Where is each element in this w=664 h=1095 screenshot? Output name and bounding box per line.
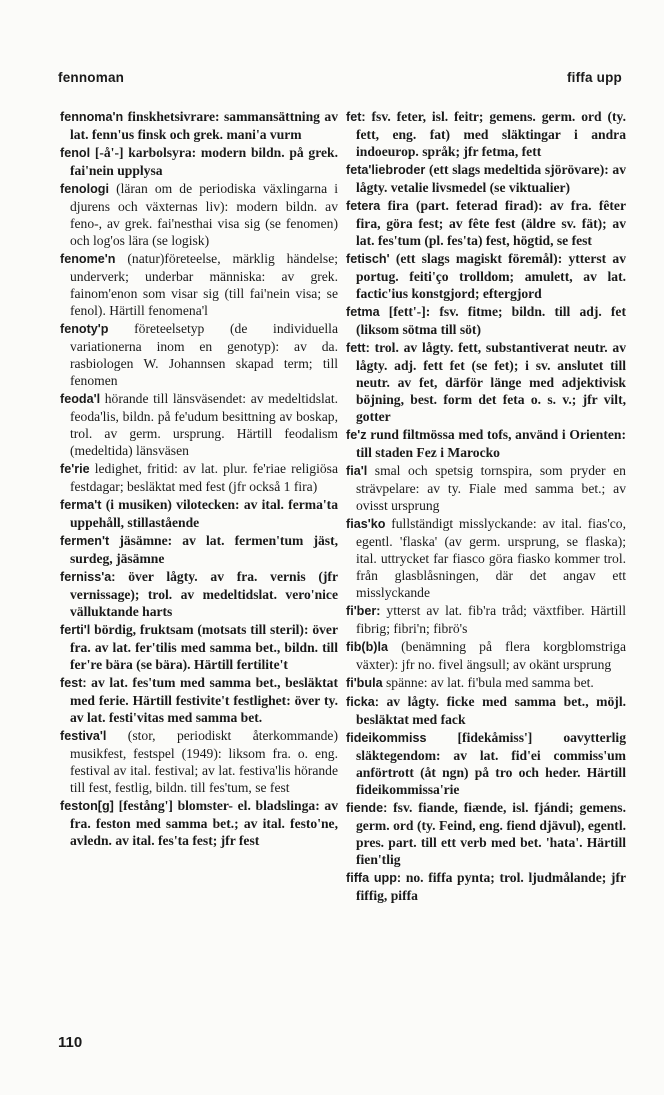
entry-headword: fermen't bbox=[60, 534, 110, 548]
entry-headword: fenome'n bbox=[60, 252, 116, 266]
entry-definition: över lågty. av fra. vernis (jfr vernissage); trol. av medeltidslat. vero'nice välluktande harts bbox=[70, 569, 338, 619]
dictionary-entry bbox=[346, 869, 626, 904]
entry-headword: fi'bula bbox=[346, 676, 383, 690]
entry-definition: smal och spetsig tornspira, som pryder en strävpelare: av ty. Fiale med samma bet.; av ovisst ursprung bbox=[356, 463, 626, 513]
dictionary-entry bbox=[346, 303, 626, 338]
entry-headword: ferti'l bbox=[60, 623, 91, 637]
entry-definition: [fett'-]: fsv. fitme; bildn. till adj. fet (liksom sötma till söt) bbox=[356, 304, 626, 337]
entry-definition: (i musiken) vilotecken: av ital. ferma'ta uppehåll, stillastående bbox=[70, 497, 338, 530]
entry-definition: (läran om de periodiska växlingarna i djurens och växternas liv): modern bildn. av feno-, av grek. fai'nesthai visa sig (se fenomen) och log'os lära (se logisk) bbox=[70, 181, 338, 248]
page-number: 110 bbox=[58, 1034, 83, 1051]
dictionary-entry bbox=[346, 426, 626, 461]
entry-definition: ytterst av lat. fib'ra tråd; växtfiber. Härtill fibrig; fibri'n; fibrö's bbox=[356, 603, 626, 636]
dictionary-entry bbox=[346, 693, 626, 728]
dictionary-entry bbox=[60, 532, 338, 567]
dictionary-entry bbox=[346, 161, 626, 196]
entry-headword: fias'ko bbox=[346, 517, 386, 531]
entry-headword: fetera bbox=[346, 199, 381, 213]
entry-headword: fennoma'n bbox=[60, 110, 124, 124]
entry-headword: feta'liebroder bbox=[346, 163, 426, 177]
entry-definition: rund filtmössa med tofs, använd i Orienten: till staden Fez i Marocko bbox=[356, 427, 627, 460]
entry-definition: [fidekåmiss'] oavytterlig släktegendom: av lat. fid'ei commiss'um anförtrott (åt ngn) på tro och heder. Härtill fideikommissa'rie bbox=[356, 730, 626, 797]
entry-definition: fsv. fiande, fiænde, isl. fjándi; gemens. germ. ord (ty. Feind, eng. fiend djävul), egentl. pres. part. till ett verb med bet. 'hata'. Härtill fien'tlig bbox=[356, 800, 626, 867]
running-header bbox=[58, 70, 622, 86]
entry-headword: feoda'l bbox=[60, 392, 101, 406]
entry-definition: hörande till länsväsendet: av medeltidslat. feoda'lis, bildn. på fe'udum besittning av boskap, trol. av germ. ursprung. Härtill feodalism (medeltida) länsväsen bbox=[70, 391, 338, 458]
entry-headword: fett: bbox=[346, 341, 370, 355]
dictionary-entry bbox=[60, 390, 338, 459]
entry-definition: (ett slags medeltida sjörövare): av lågty. vetalie livsmedel (se viktualier) bbox=[356, 162, 626, 195]
entry-definition: bördig, fruktsam (motsats till steril): över fra. av lat. fer'tilis med samma bet., bildn. till fer're bära (se bära). Härtill fertilite't bbox=[70, 622, 338, 672]
entry-definition: av lat. fes'tum med samma bet., besläktat med ferie. Härtill festivite't festlighet: över ty. av lat. festi'vitas med samma bet. bbox=[70, 675, 338, 725]
entry-headword: ferniss'a: bbox=[60, 570, 116, 584]
dictionary-entry bbox=[60, 568, 338, 620]
entry-definition: fullständigt misslyckande: av ital. fias'co, egentl. 'flaska' (av germ. ursprung, se flaska); ital. uttrycket far fiasco göra fiasko kommer trol. från glasblåsningen, där det angav ett misslyckande bbox=[356, 516, 627, 600]
entry-headword: feston[g] bbox=[60, 799, 114, 813]
dictionary-entry bbox=[60, 108, 338, 143]
dictionary-entry bbox=[60, 144, 338, 179]
entry-headword: fib(b)la bbox=[346, 640, 388, 654]
entry-definition: (stor, periodiskt återkommande) musikfest, festspel (1949): liksom fra. o. eng. festival av ital. festival; av lat. festiva'lis hörande till fest, festlig, bildn. till fes'tum, se fest bbox=[70, 728, 338, 795]
dictionary-entry bbox=[60, 674, 338, 726]
entry-headword: fe'z bbox=[346, 428, 367, 442]
dictionary-entry bbox=[60, 180, 338, 249]
entry-definition: (ett slags magiskt föremål): ytterst av portug. feiti'ço trolldom; amulett, av lat. factic'ius konstgjord; eftergjord bbox=[356, 251, 626, 301]
dictionary-entry bbox=[346, 197, 626, 249]
dictionary-entry bbox=[346, 638, 626, 673]
entry-definition: fsv. feter, isl. feitr; gemens. germ. ord (ty. fett, eng. fat) med släktingar i andra indoeurop. språk; jfr fetma, fett bbox=[356, 109, 626, 159]
entry-headword: fe'rie bbox=[60, 462, 90, 476]
entry-definition: (benämning på flera korgblomstriga växter): jfr no. fivel ängsull; av okänt ursprung bbox=[356, 639, 626, 672]
entry-headword: fideikommiss bbox=[346, 731, 427, 745]
entry-headword: fenologi bbox=[60, 182, 109, 196]
dictionary-entry bbox=[60, 797, 338, 849]
entry-definition: spänne: av lat. fi'bula med samma bet. bbox=[385, 675, 594, 690]
entry-headword: festiva'l bbox=[60, 729, 107, 743]
dictionary-entry bbox=[346, 674, 626, 692]
entry-definition: fira (part. feterad firad): av fra. fêter fira, göra fest; av fête fest (äldre sv. fät); av lat. fes'tum (pl. fes'ta) fest, högtid, se fest bbox=[356, 198, 626, 248]
right-column bbox=[346, 108, 626, 905]
entry-definition: [festång'] blomster- el. bladslinga: av fra. feston med samma bet.; av ital. festo'ne, avledn. av ital. fes'ta fest; jfr fest bbox=[70, 798, 339, 848]
dictionary-entry bbox=[346, 515, 626, 601]
entry-headword: ferma't bbox=[60, 498, 102, 512]
entry-definition: finskhetsivrare: sammansättning av lat. fenn'us finsk och grek. mani'a vurm bbox=[70, 109, 338, 142]
entry-headword: fiende: bbox=[346, 801, 388, 815]
dictionary-entry bbox=[346, 250, 626, 302]
dictionary-entry bbox=[60, 727, 338, 796]
dictionary-entry bbox=[346, 729, 626, 798]
dictionary-entry bbox=[346, 108, 626, 160]
header-last-word: fiffa upp bbox=[566, 70, 622, 85]
dictionary-entry bbox=[346, 339, 626, 425]
left-column bbox=[60, 108, 338, 850]
dictionary-entry bbox=[346, 799, 626, 868]
entry-headword: fiffa upp: bbox=[346, 871, 402, 885]
entry-headword: fetma bbox=[346, 305, 380, 319]
entry-headword: ficka: bbox=[346, 695, 379, 709]
dictionary-entry bbox=[60, 496, 338, 531]
dictionary-entry bbox=[60, 460, 338, 495]
entry-definition: jäsämne: av lat. fermen'tum jäst, surdeg, jäsämne bbox=[70, 533, 338, 566]
dictionary-entry bbox=[60, 250, 338, 319]
entry-headword: fenol bbox=[60, 146, 91, 160]
dictionary-entry bbox=[346, 462, 626, 514]
entry-definition: (natur)företeelse, märklig händelse; underverk; underbar människa: av grek. fainom'enon som visar sig (till fai'nein visa; se fenol). Härtill fenomena'l bbox=[70, 251, 339, 318]
entry-definition: företeelsetyp (de individuella variationerna inom en genotyp): av da. rasbiologen W. Johannsen skapad term; till fenomen bbox=[70, 321, 338, 388]
entry-headword: fia'l bbox=[346, 464, 368, 478]
entry-headword: fi'ber: bbox=[346, 604, 381, 618]
entry-definition: no. fiffa pynta; trol. ljudmålande; jfr fiffig, piffa bbox=[356, 870, 627, 903]
entry-headword: fetisch' bbox=[346, 252, 390, 266]
dictionary-entry bbox=[60, 320, 338, 389]
entry-headword: fenoty'p bbox=[60, 322, 109, 336]
header-first-word: fennoman bbox=[58, 70, 125, 85]
entry-definition: trol. av lågty. fett, substantiverat neutr. av lågty. adj. fett fet (se fet); i sv. anslutet till neutr. av fet, därför länge med adjektivisk böjning, best. form det feta o. s. v.; jfr vilt, gotter bbox=[356, 340, 626, 424]
entry-definition: av lågty. ficke med samma bet., möjl. besläktat med fack bbox=[356, 694, 626, 727]
entry-headword: fest: bbox=[60, 676, 87, 690]
dictionary-entry bbox=[346, 602, 626, 637]
entry-definition: [-å'-] karbolsyra: modern bildn. på grek. fai'nein upplysa bbox=[70, 145, 338, 178]
entry-headword: fet: bbox=[346, 110, 366, 124]
dictionary-entry bbox=[60, 621, 338, 673]
entry-definition: ledighet, fritid: av lat. plur. fe'riae religiösa festdagar; besläktat med fest (jfr också 1 fira) bbox=[70, 461, 338, 494]
